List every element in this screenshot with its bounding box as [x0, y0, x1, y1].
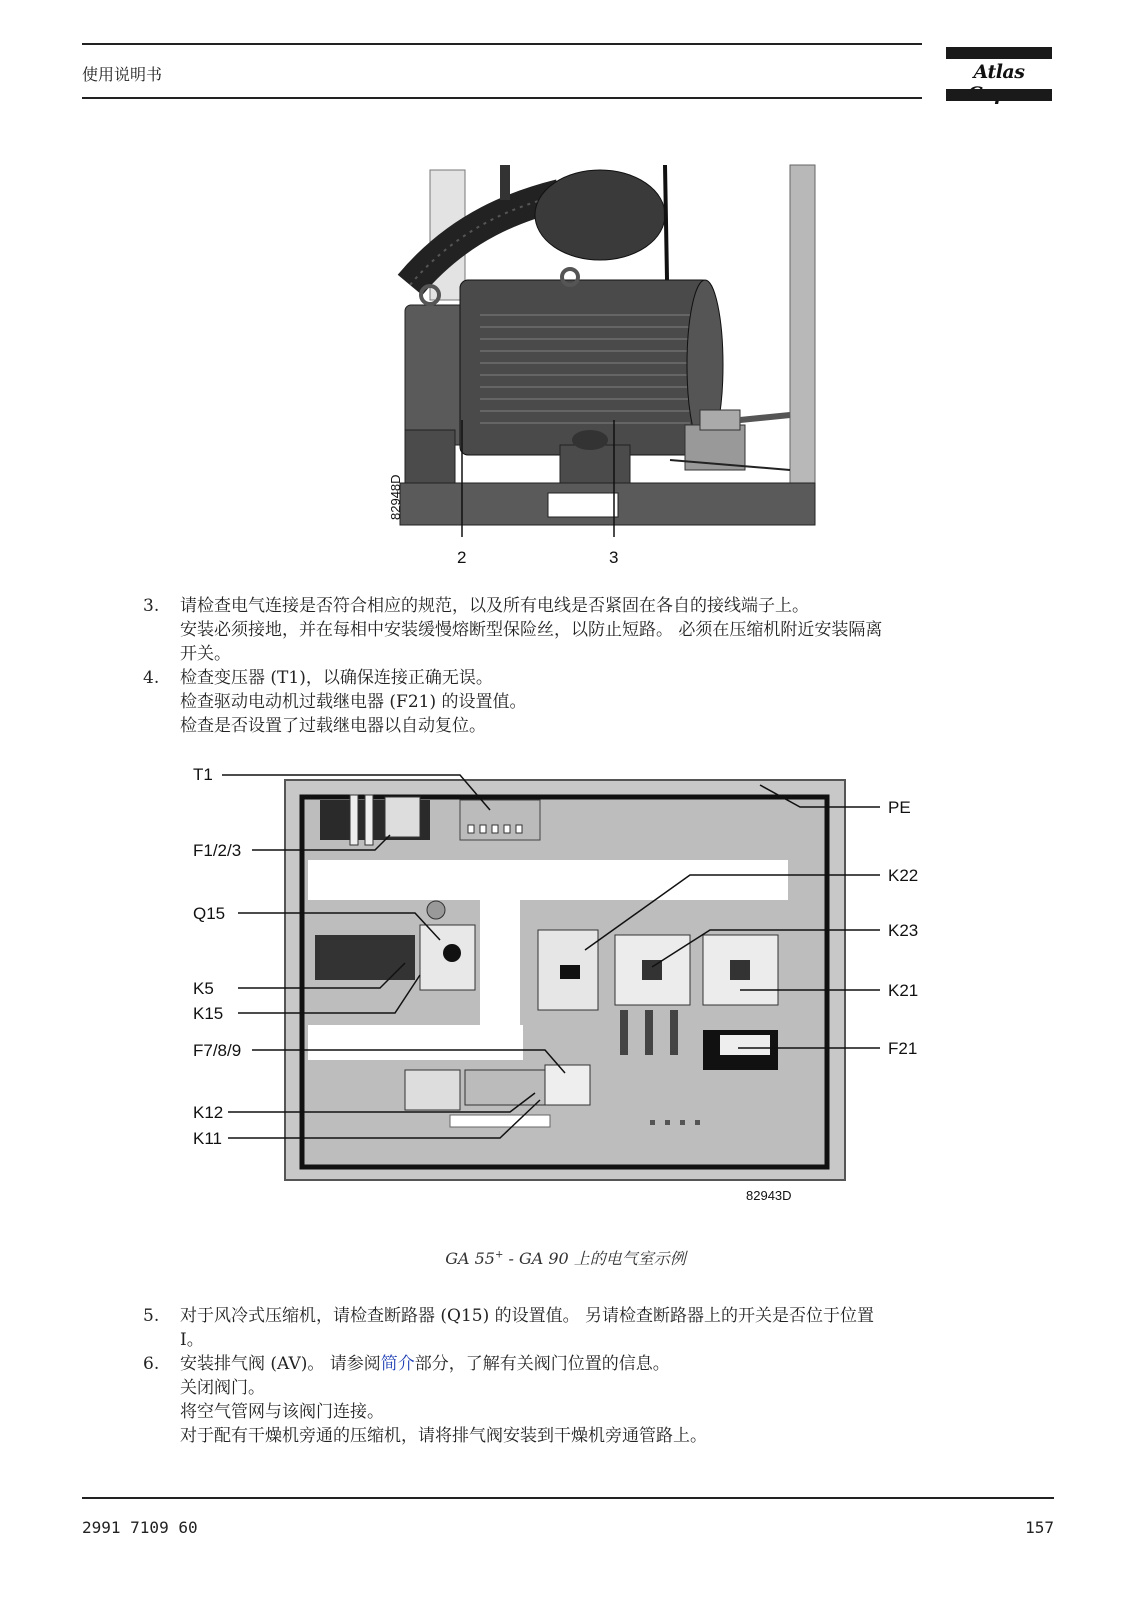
step-line: 检查是否设置了过载继电器以自动复位。 — [180, 716, 486, 736]
header-bottom-rule — [82, 97, 922, 99]
callout-3: 3 — [609, 548, 619, 567]
callout-2: 2 — [457, 548, 467, 567]
page-number: 157 — [1025, 1518, 1054, 1537]
label-k15: K15 — [193, 1004, 224, 1023]
motor-illustration — [388, 165, 840, 585]
label-f1-2-3: F1/2/3 — [193, 841, 242, 860]
step-number: 5. — [143, 1306, 160, 1326]
step-4 — [143, 666, 1043, 738]
step-line: 对于风冷式压缩机，请检查断路器 (Q15) 的设置值。 另请检查断路器上的开关是否位于位置 — [180, 1306, 875, 1326]
atlas-copco-logo: Atlas — [946, 47, 1052, 101]
step-line: 检查驱动电动机过载继电器 (F21) 的设置值。 — [180, 692, 527, 712]
step-line: 安装排气阀 (AV)。 请参阅简介部分，了解有关阀门位置的信息。 — [180, 1354, 670, 1374]
label-f7-8-9: F7/8/9 — [193, 1041, 242, 1060]
step-line: I。 — [180, 1330, 204, 1350]
label-k23: K23 — [888, 921, 919, 940]
step-line: 检查变压器 (T1)，以确保连接正确无误。 — [180, 668, 493, 688]
label-t1: T1 — [193, 765, 213, 784]
step-6 — [143, 1352, 1043, 1448]
step-5 — [143, 1304, 1043, 1352]
step-line: 安装必须接地，并在每相中安装缓慢熔断型保险丝，以防止短路。 必须在压缩机附近安装隔离 — [180, 620, 883, 640]
document-number: 2991 7109 60 — [82, 1518, 198, 1537]
step-number: 4. — [143, 668, 160, 688]
step-number: 6. — [143, 1354, 160, 1374]
step-line: 将空气管网与该阀门连接。 — [180, 1402, 384, 1422]
figure1-code: 82948D — [388, 474, 403, 520]
label-k11: K11 — [193, 1129, 222, 1148]
header-top-rule — [82, 43, 922, 45]
document-title: 使用说明书 — [82, 65, 163, 84]
footer-rule — [82, 1497, 1054, 1499]
electrical-cubicle-diagram — [190, 765, 930, 1215]
step-line: 开关。 — [180, 644, 231, 664]
step-line: 关闭阀门。 — [180, 1378, 265, 1398]
introduction-link[interactable]: 简介 — [380, 1354, 415, 1374]
label-q15: Q15 — [193, 904, 226, 923]
figure-caption: GA 55+ - GA 90 上的电气室示例 — [445, 1249, 686, 1268]
step-line: 对于配有干燥机旁通的压缩机，请将排气阀安装到干燥机旁通管路上。 — [180, 1426, 707, 1446]
label-pe: PE — [888, 798, 911, 817]
steps-list-a — [143, 594, 1043, 738]
steps-list-b — [143, 1304, 1043, 1448]
label-k12: K12 — [193, 1103, 224, 1122]
label-k22: K22 — [888, 866, 919, 885]
step-line: 请检查电气连接是否符合相应的规范，以及所有电线是否紧固在各自的接线端子上。 — [180, 596, 809, 616]
step-number: 3. — [143, 596, 160, 616]
step-3 — [143, 594, 1043, 666]
figure2-code: 82943D — [746, 1188, 792, 1203]
label-f21: F21 — [888, 1039, 918, 1058]
label-k5: K5 — [193, 979, 214, 998]
label-k21: K21 — [888, 981, 919, 1000]
